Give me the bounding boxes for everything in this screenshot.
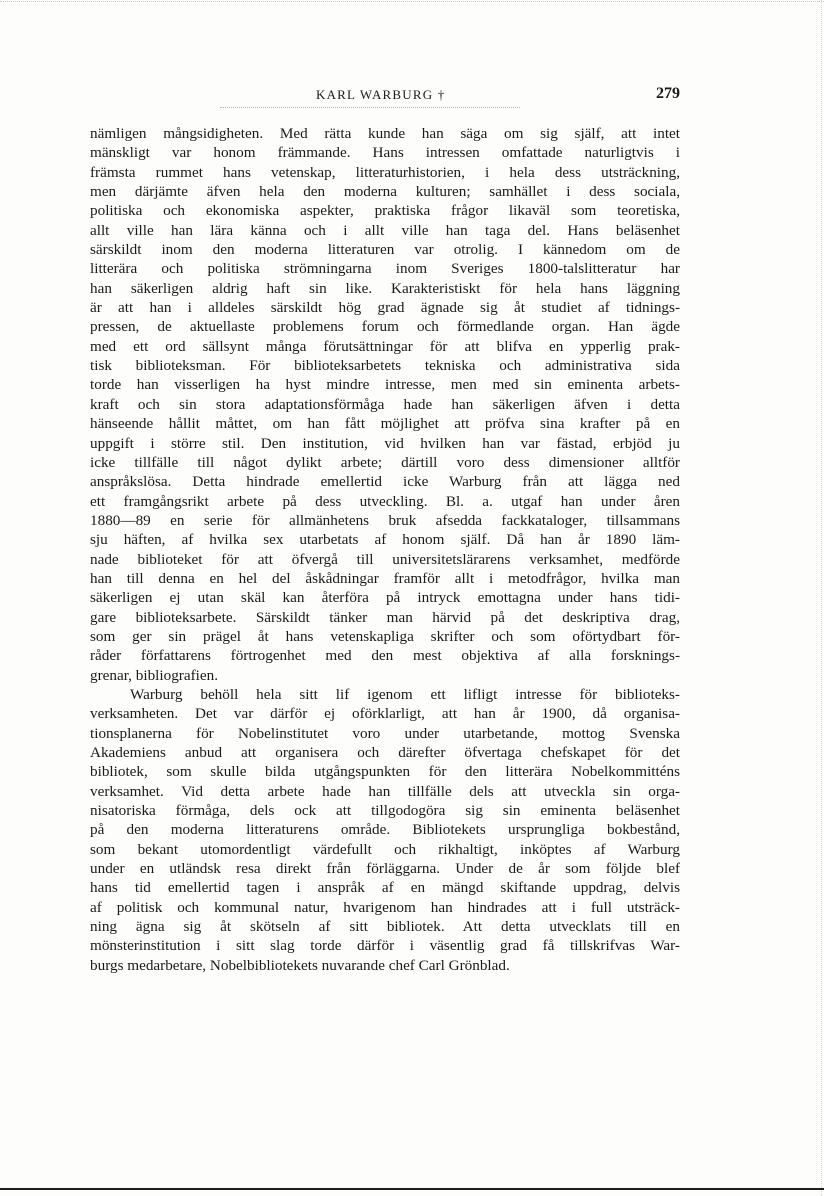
text-line: pressen, de aktuellaste problemens forum och förmedlande organ. Han ägde: [90, 318, 680, 336]
body-text: [90, 124, 680, 975]
text-line: politiska och ekonomiska aspekter, praktiska frågor likaväl som teoretiska,: [90, 202, 680, 220]
text-line: litterära och politiska strömningarna inom Sveriges 1800-talslitteratur har: [90, 260, 680, 278]
text-line: tisk biblioteksman. För biblioteksarbetets tekniska och administrativa sida: [90, 357, 680, 375]
text-line: hans tid emellertid tagen i anspråk af en mängd skiftande uppdrag, delvis: [90, 879, 680, 897]
paragraph-1: [90, 124, 680, 685]
right-edge-rule: [821, 0, 822, 1196]
text-line: nämligen mångsidigheten. Med rätta kunde han säga om sig själf, att intet: [90, 125, 680, 142]
text-line: som ger sin prägel åt hans vetenskapliga skrifter och som oförtydbart för-: [90, 627, 680, 645]
text-line: säkerligen ej utan skäl kan återföra på intryck emottagna under hans tidi-: [90, 589, 680, 607]
text-line: med ett ord sällsynt många förutsättningar för att blifva en ypperlig prak-: [90, 337, 680, 355]
top-edge-rule: [0, 1, 824, 2]
text-line: ning ägna sig åt skötseln af sitt bibliotek. Att detta utvecklats till en: [90, 918, 680, 936]
text-line: är att han i alldeles särskildt hög grad ägnade sig åt studiet af tidnings-: [90, 299, 680, 317]
text-line: anspråkslösa. Detta hindrade emellertid icke Warburg från att lägga ned: [90, 473, 680, 491]
text-line: kraft och sin stora adaptationsförmåga hade han säkerligen äfven i detta: [90, 395, 680, 413]
text-line: främsta rummet hans vetenskap, litteraturhistorien, i hela dess utsträckning,: [90, 163, 680, 181]
text-line: Akademiens anbud att organisera och därefter öfvertaga chefskapet för det: [90, 744, 680, 761]
text-line: burgs medarbetare, Nobelbibliotekets nuvarande chef Carl Grönblad.: [90, 956, 510, 974]
text-line: verksamhet. Vid detta arbete hade han tillfälle dels att utveckla sin orga-: [90, 782, 680, 800]
paragraph-2: [90, 685, 680, 975]
text-line: torde han visserligen ha hyst mindre intresse, men med sin eminenta arbets-: [90, 376, 680, 394]
text-line: uppgift i större stil. Den institution, vid hvilken han var fästad, erbjöd ju: [90, 434, 680, 452]
running-title: KARL WARBURG †: [316, 87, 446, 102]
text-line: gare biblioteksarbete. Särskildt tänker man härvid på det deskriptiva drag,: [90, 608, 680, 626]
text-line: ett framgångsrikt arbete på dess utveckling. Bl. a. utgaf han under åren: [90, 492, 680, 510]
text-line: grenar, bibliografien.: [90, 666, 219, 684]
text-line: han till denna en hel del åskådningar framför allt i metodfrågor, hvilka man: [90, 569, 680, 587]
text-line: under en utländsk resa direkt från förläggarna. Under de år som följde blef: [90, 860, 680, 878]
text-line: men därjämte äfven hela den moderna kulturen; samhället i dess sociala,: [90, 183, 680, 201]
text-line: verksamheten. Det var därför ej oförklarligt, att han år 1900, då organisa-: [90, 705, 680, 723]
text-line: af politisk och kommunal natur, hvarigenom han hindrades att i full utsträck-: [90, 898, 680, 916]
running-head-rule: [220, 107, 520, 108]
bottom-edge-rule: [0, 1188, 824, 1190]
text-line: allt ville han lära känna och i allt ville han taga del. Hans beläsenhet: [90, 221, 680, 239]
text-line: bibliotek, som skulle bilda utgångspunkten för den litterära Nobelkommitténs: [90, 763, 680, 781]
text-line: som bekant utomordentligt värdefullt och rikhaltigt, inköptes af Warburg: [90, 840, 680, 858]
text-line: nade biblioteket för att öfvergå till universitetslärarens verksamhet, medförde: [90, 550, 680, 568]
text-line: mönsterinstitution i sitt slag torde därför i väsentlig grad få tillskrifvas War-: [90, 937, 680, 955]
text-line: på den moderna litteraturens område. Bibliotekets ursprungliga bokbestånd,: [90, 821, 680, 839]
text-line: han säkerligen aldrig haft sin like. Karakteristiskt för hela hans läggning: [90, 279, 680, 297]
text-line: särskildt inom den moderna litteraturen var otrolig. I kännedom om de: [90, 241, 680, 259]
text-line: hänseende hållit måttet, om han fått möjlighet att pröfva sina krafter på en: [90, 415, 680, 433]
text-line: råder författarens förtrogenhet med den mest objektiva af alla forsknings-: [90, 647, 680, 665]
text-line: Warburg behöll hela sitt lif igenom ett lifligt intresse för biblioteks-: [130, 685, 680, 703]
page-number: 279: [656, 85, 680, 102]
running-head: [90, 87, 682, 109]
text-line: 1880—89 en serie för allmänhetens bruk afsedda fackkataloger, tillsammans: [90, 511, 680, 529]
text-line: icke tillfälle till något dylikt arbete; därtill voro dess dimensioner alltför: [90, 453, 680, 471]
text-line: nisatoriska förmåga, dels ock att tillgodogöra sig sin eminenta beläsenhet: [90, 802, 680, 820]
text-line: mänskligt var honom främmande. Hans intressen omfattade naturligtvis i: [90, 144, 680, 162]
text-line: sju häften, af hvilka sex utarbetats af honom själf. Då han år 1890 läm-: [90, 531, 680, 549]
text-line: tionsplanerna för Nobelinstitutet voro under utarbetande, mottog Svenska: [90, 724, 680, 742]
